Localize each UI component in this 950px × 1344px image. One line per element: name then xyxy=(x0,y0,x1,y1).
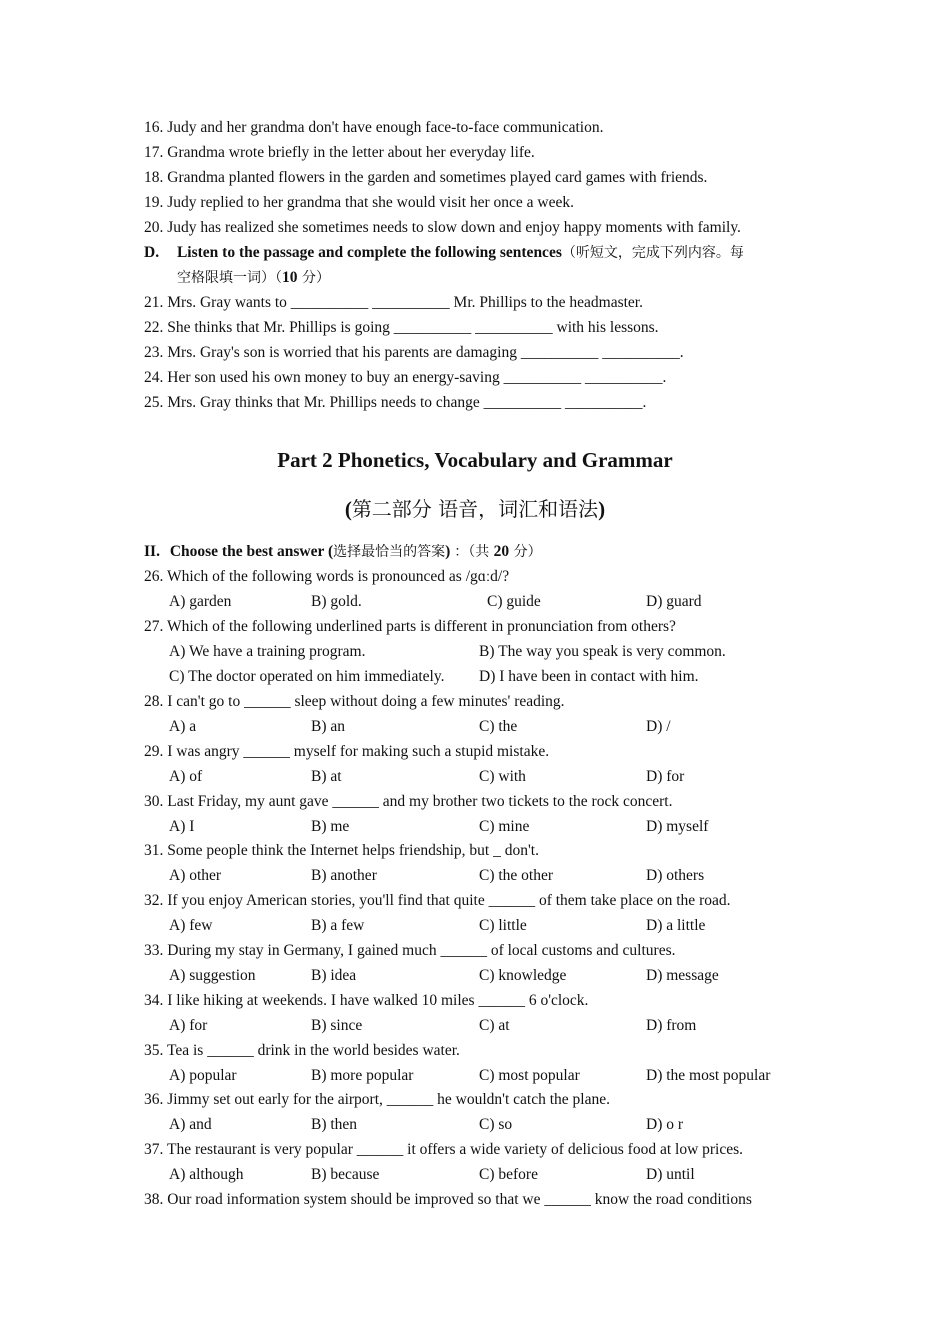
option-30-b: B) me xyxy=(311,817,350,835)
option-31-b: B) another xyxy=(311,867,377,885)
option-32-d: D) a little xyxy=(646,917,706,935)
option-27-d: D) I have been in contact with him. xyxy=(479,668,699,685)
option-30-c: C) mine xyxy=(479,817,530,835)
question-30: 30. Last Friday, my aunt gave ______ and my brother two tickets to the rock concert. xyxy=(144,792,673,810)
option-30-d: D) myself xyxy=(646,817,709,835)
question-29: 29. I was angry ______ myself for making such a stupid mistake. xyxy=(144,742,550,760)
option-26-a: A) garden xyxy=(169,593,232,610)
part2-subtitle-cn: 第二部分 语音，词汇和语法 xyxy=(351,497,599,521)
option-26-d: D) guard xyxy=(646,593,702,610)
option-32-c: C) little xyxy=(479,917,527,935)
option-37-d: D) until xyxy=(646,1166,695,1184)
fill-item-22: 22. She thinks that Mr. Phillips is going __________ __________ with his lessons. xyxy=(144,319,659,336)
option-33-b: B) idea xyxy=(311,967,357,984)
statement-17: 17. Grandma wrote briefly in the letter about her everyday life. xyxy=(144,144,535,161)
question-34: 34. I like hiking at weekends. I have walked 10 miles ______ 6 o'clock. xyxy=(144,991,589,1009)
option-35-b: B) more popular xyxy=(311,1066,414,1084)
option-30-a: A) I xyxy=(169,817,195,835)
question-36: 36. Jimmy set out early for the airport, ______ he wouldn't catch the plane. xyxy=(144,1091,610,1109)
section-ii-dot: . xyxy=(156,543,160,560)
option-28-c: C) the xyxy=(479,718,518,735)
option-34-c: C) at xyxy=(479,1016,510,1034)
option-36-c: C) so xyxy=(479,1116,513,1134)
fill-item-25: 25. Mrs. Gray thinks that Mr. Phillips needs to change __________ __________. xyxy=(144,394,647,411)
section-ii-heading xyxy=(144,542,542,562)
option-35-c: C) most popular xyxy=(479,1066,580,1084)
section-d-heading-cont xyxy=(177,268,330,288)
section-ii-label: II xyxy=(144,543,157,560)
section-ii-title: Choose the best answer ( xyxy=(169,543,334,560)
option-29-c: C) with xyxy=(479,767,526,785)
question-27: 27. Which of the following underlined parts is different in pronunciation from others? xyxy=(144,618,676,635)
option-29-d: D) for xyxy=(646,767,685,785)
option-33-c: C) knowledge xyxy=(479,967,567,984)
fill-item-23: 23. Mrs. Gray's son is worried that his parents are damaging __________ __________. xyxy=(144,344,684,361)
option-36-d: D) o r xyxy=(646,1116,684,1134)
statement-20: 20. Judy has realized she sometimes needs to slow down and enjoy happy moments with family. xyxy=(144,219,741,236)
option-37-c: C) before xyxy=(479,1166,538,1184)
statement-16: 16. Judy and her grandma don't have enough face-to-face communication. xyxy=(144,119,604,136)
statement-19: 19. Judy replied to her grandma that she would visit her once a week. xyxy=(144,194,575,211)
question-28: 28. I can't go to ______ sleep without doing a few minutes' reading. xyxy=(144,693,565,710)
option-26-c: C) guide xyxy=(487,593,541,610)
question-26: 26. Which of the following words is pronounced as /gɑːd/? xyxy=(144,568,510,585)
question-33: 33. During my stay in Germany, I gained much ______ of local customs and cultures. xyxy=(144,942,676,959)
section-d-label: D. xyxy=(144,244,160,261)
option-31-a: A) other xyxy=(169,867,222,885)
section-ii-title-cn: 选择最恰当的答案 xyxy=(333,544,446,560)
option-33-a: A) suggestion xyxy=(169,967,256,984)
option-28-b: B) an xyxy=(311,718,346,735)
option-27-b: B) The way you speak is very common. xyxy=(479,643,726,660)
section-d-title: Listen to the passage and complete the following sentences xyxy=(176,244,562,261)
section-ii-tail: ：（共 xyxy=(454,544,494,560)
section-ii-title-close: ) xyxy=(445,543,455,560)
section-d-instruction: （听短文，完成下列内容。每 xyxy=(561,245,744,261)
option-34-d: D) from xyxy=(646,1016,697,1034)
statement-18: 18. Grandma planted flowers in the garden and sometimes played card games with friends. xyxy=(144,169,708,186)
option-34-b: B) since xyxy=(311,1016,363,1034)
option-26-b: B) gold. xyxy=(311,593,362,610)
part2-subtitle-close: ) xyxy=(598,497,606,521)
option-35-a: A) popular xyxy=(169,1066,237,1084)
option-36-b: B) then xyxy=(311,1116,358,1134)
option-36-a: A) and xyxy=(169,1116,212,1134)
option-29-b: B) at xyxy=(311,767,342,785)
option-28-a: A) a xyxy=(169,718,197,735)
option-32-b: B) a few xyxy=(311,917,365,935)
option-28-d: D) / xyxy=(646,718,671,735)
question-38: 38. Our road information system should be improved so that we ______ know the road conditions xyxy=(144,1191,752,1208)
question-31: 31. Some people think the Internet helps friendship, but _ don't. xyxy=(144,842,539,860)
option-34-a: A) for xyxy=(169,1016,208,1034)
section-ii-score: 20 xyxy=(493,543,510,560)
part2-subtitle xyxy=(0,496,950,522)
question-37: 37. The restaurant is very popular ______ it offers a wide variety of delicious food at low prices. xyxy=(144,1141,744,1159)
option-35-d: D) the most popular xyxy=(646,1066,771,1084)
option-29-a: A) of xyxy=(169,767,203,785)
part2-subtitle-open: ( xyxy=(344,497,352,521)
option-31-d: D) others xyxy=(646,867,705,885)
section-d-score-tail: 分） xyxy=(297,270,330,286)
option-31-c: C) the other xyxy=(479,867,554,885)
fill-item-21: 21. Mrs. Gray wants to __________ __________ Mr. Phillips to the headmaster. xyxy=(144,294,643,311)
option-27-c: C) The doctor operated on him immediately. xyxy=(169,668,445,685)
question-35: 35. Tea is ______ drink in the world besides water. xyxy=(144,1041,460,1059)
option-27-a: A) We have a training program. xyxy=(169,643,366,660)
part2-title: Part 2 Phonetics, Vocabulary and Grammar xyxy=(277,448,673,472)
option-37-b: B) because xyxy=(311,1166,380,1184)
option-33-d: D) message xyxy=(646,967,719,984)
fill-item-24: 24. Her son used his own money to buy an energy-saving __________ __________. xyxy=(144,369,667,386)
section-d-instruction-2: 空格限填一词）（ xyxy=(177,270,282,286)
section-ii-tail-2: 分） xyxy=(509,544,542,560)
section-d-score: 10 xyxy=(282,269,298,286)
section-d-heading xyxy=(144,243,744,263)
option-37-a: A) although xyxy=(169,1166,244,1184)
question-32: 32. If you enjoy American stories, you'll find that quite ______ of them take place on the road. xyxy=(144,892,731,910)
option-32-a: A) few xyxy=(169,917,213,935)
